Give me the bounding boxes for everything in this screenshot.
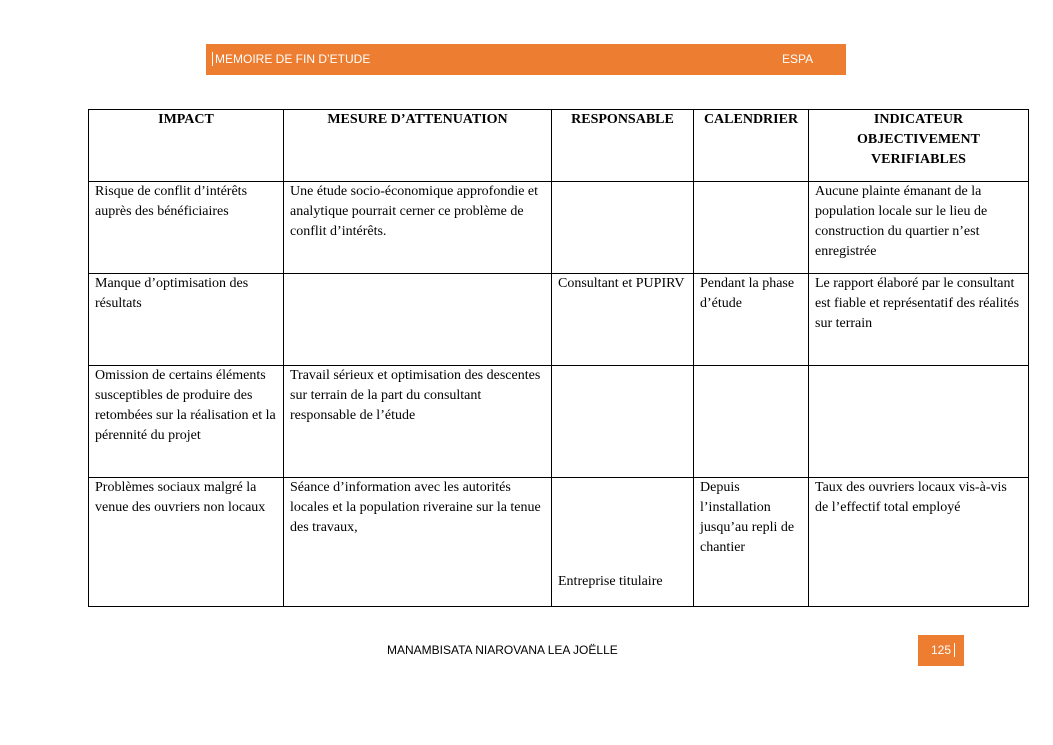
cell-indicateur: Le rapport élaboré par le consultant est fiable et représentatif des réalités sur terrain [809, 274, 1029, 366]
header-title: MEMOIRE DE FIN D’ETUDE [212, 52, 370, 66]
cell-impact: Problèmes sociaux malgré la venue des ouvriers non locaux [89, 478, 284, 607]
cell-calendrier: Depuis l’installation jusqu’au repli de chantier [694, 478, 809, 607]
page-number-badge [918, 635, 964, 666]
cell-mesure: Travail sérieux et optimisation des descentes sur terrain de la part du consultant responsable de l’étude [284, 366, 552, 478]
cell-responsable: Consultant et PUPIRV [552, 274, 694, 366]
cell-impact: Omission de certains éléments susceptibles de produire des retombées sur la réalisation et la pérennité du projet [89, 366, 284, 478]
column-header-mesure: MESURE D’ATTENUATION [284, 110, 552, 182]
cell-impact: Manque d’optimisation des résultats [89, 274, 284, 366]
table-row [89, 274, 1029, 366]
cell-calendrier: Pendant la phase d’étude [694, 274, 809, 366]
cell-responsable [552, 478, 694, 607]
column-header-responsable: RESPONSABLE [552, 110, 694, 182]
impact-mitigation-table [88, 109, 1029, 607]
page-header-bar [206, 44, 846, 75]
cell-indicateur [809, 366, 1029, 478]
table-header-row [89, 110, 1029, 182]
cell-impact: Risque de conflit d’intérêts auprès des bénéficiaires [89, 182, 284, 274]
cell-indicateur: Aucune plainte émanant de la population locale sur le lieu de construction du quartier n’est enregistrée [809, 182, 1029, 274]
cell-responsable [552, 182, 694, 274]
table-row [89, 478, 1029, 607]
cell-calendrier [694, 366, 809, 478]
page-number: 125 [931, 643, 955, 657]
table-row [89, 366, 1029, 478]
cell-mesure: Une étude socio-économique approfondie et analytique pourrait cerner ce problème de conflit d’intérêts. [284, 182, 552, 274]
column-header-indicateur: INDICATEUR OBJECTIVEMENT VERIFIABLES [809, 110, 1029, 182]
cell-mesure [284, 274, 552, 366]
header-institution: ESPA [782, 52, 814, 66]
column-header-calendrier: CALENDRIER [694, 110, 809, 182]
table-row [89, 182, 1029, 274]
column-header-impact: IMPACT [89, 110, 284, 182]
cell-indicateur: Taux des ouvriers locaux vis-à-vis de l’effectif total employé [809, 478, 1029, 607]
cell-responsable [552, 366, 694, 478]
cell-mesure: Séance d’information avec les autorités locales et la population riveraine sur la tenue des travaux, [284, 478, 552, 607]
cell-responsable-text: Entreprise titulaire [558, 574, 663, 589]
footer-author: MANAMBISATA NIAROVANA LEA JOËLLE [387, 643, 618, 657]
cell-calendrier [694, 182, 809, 274]
